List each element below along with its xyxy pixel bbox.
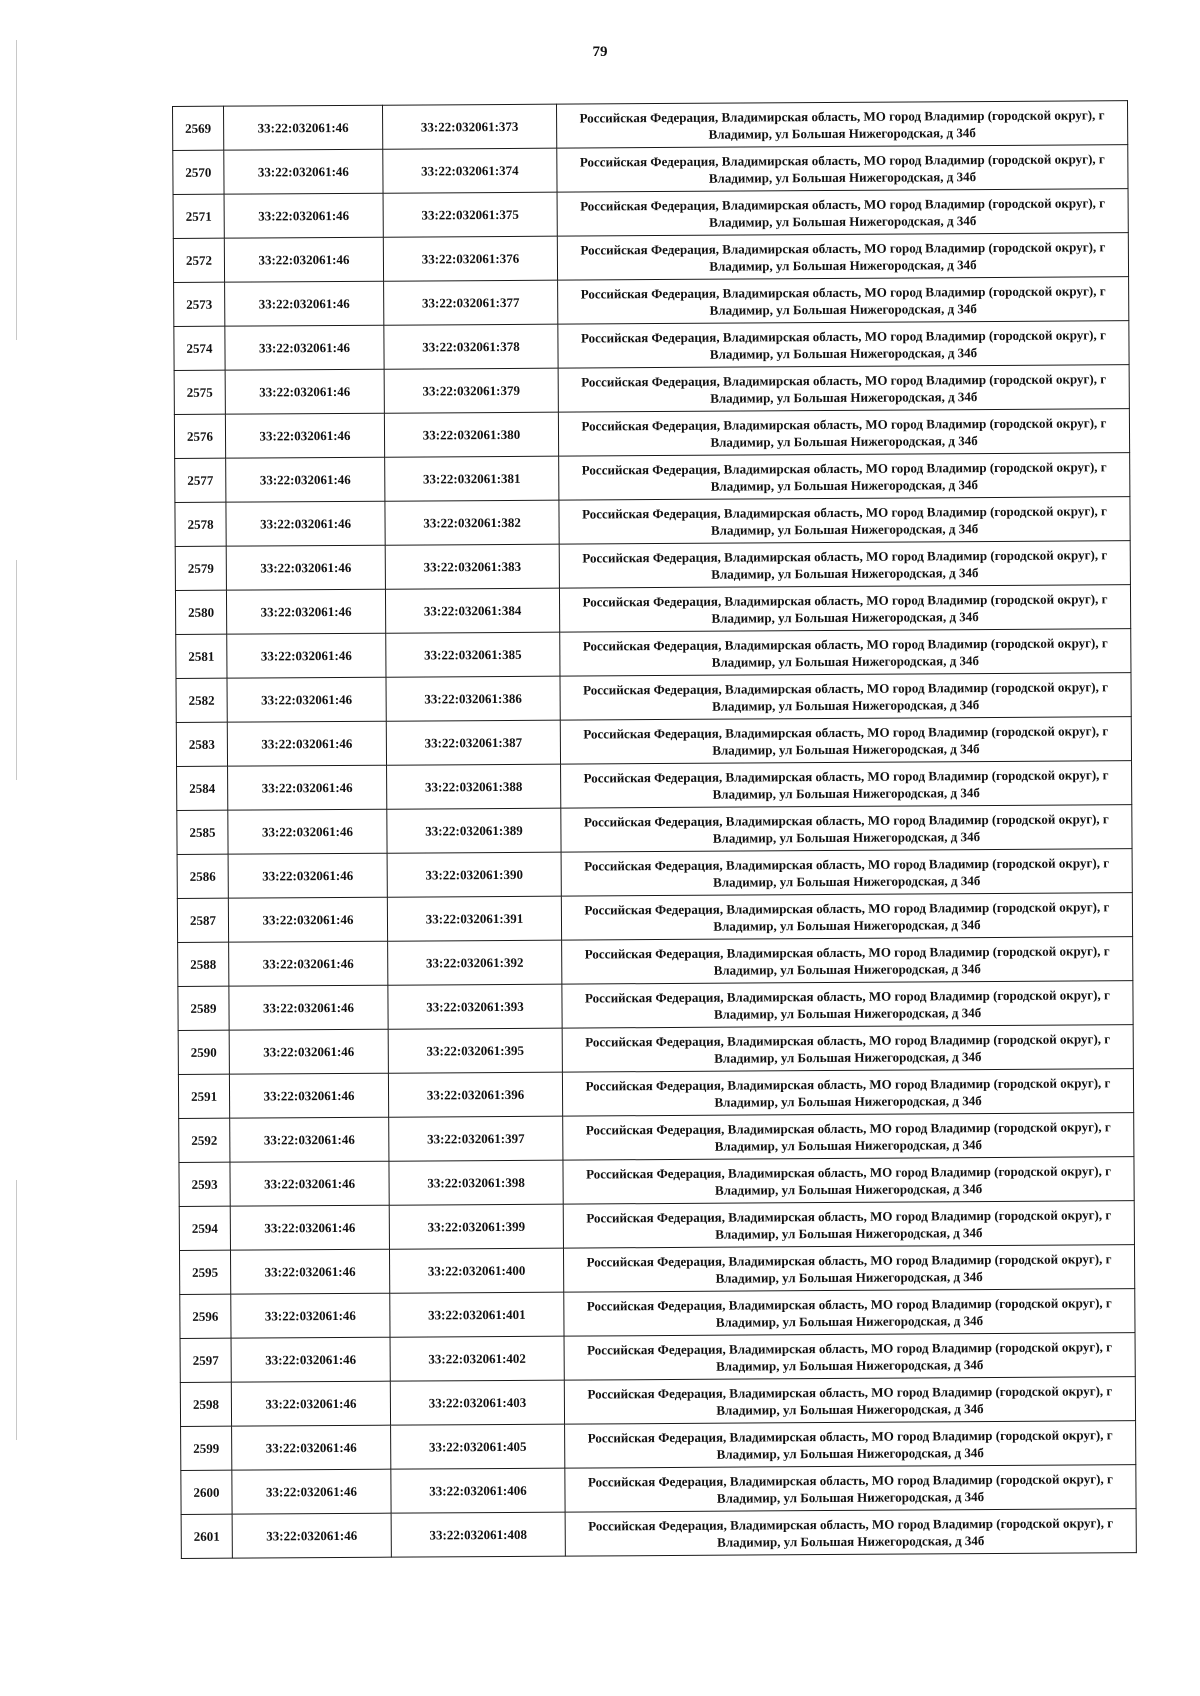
parent-parcel-cell: 33:22:032061:46 xyxy=(227,721,386,766)
table-row xyxy=(177,893,1132,943)
row-number-cell: 2580 xyxy=(175,590,226,634)
parcel-table-body xyxy=(173,101,1137,1559)
cadastral-number-cell: 33:22:032061:381 xyxy=(385,456,559,501)
table-row xyxy=(178,937,1133,987)
address-cell: Российская Федерация, Владимирская область, МО город Владимир (городской округ), г Владимир, ул Большая Нижегородская, д 34б xyxy=(560,717,1131,764)
address-cell: Российская Федерация, Владимирская область, МО город Владимир (городской округ), г Владимир, ул Большая Нижегородская, д 34б xyxy=(557,233,1128,280)
cadastral-number-cell: 33:22:032061:391 xyxy=(387,896,561,941)
address-cell: Российская Федерация, Владимирская область, МО город Владимир (городской округ), г Владимир, ул Большая Нижегородская, д 34б xyxy=(563,1113,1134,1160)
row-number-cell: 2593 xyxy=(179,1162,230,1206)
cadastral-number-cell: 33:22:032061:392 xyxy=(388,940,562,985)
scan-edge-mark xyxy=(16,1180,17,1440)
row-number-cell: 2573 xyxy=(174,282,225,326)
address-cell: Российская Федерация, Владимирская область, МО город Владимир (городской округ), г Владимир, ул Большая Нижегородская, д 34б xyxy=(558,409,1129,456)
row-number-cell: 2599 xyxy=(181,1426,232,1470)
address-cell: Российская Федерация, Владимирская область, МО город Владимир (городской округ), г Владимир, ул Большая Нижегородская, д 34б xyxy=(561,761,1132,808)
address-cell: Российская Федерация, Владимирская область, МО город Владимир (городской округ), г Владимир, ул Большая Нижегородская, д 34б xyxy=(560,673,1131,720)
table-row xyxy=(176,673,1131,723)
table-row xyxy=(175,453,1130,503)
table-row xyxy=(178,981,1133,1031)
cadastral-number-cell: 33:22:032061:388 xyxy=(387,764,561,809)
address-cell: Российская Федерация, Владимирская область, МО город Владимир (городской округ), г Владимир, ул Большая Нижегородская, д 34б xyxy=(561,893,1132,940)
cadastral-number-cell: 33:22:032061:399 xyxy=(389,1204,563,1249)
cadastral-number-cell: 33:22:032061:408 xyxy=(391,1512,565,1557)
address-cell: Российская Федерация, Владимирская область, МО город Владимир (городской округ), г Владимир, ул Большая Нижегородская, д 34б xyxy=(564,1377,1135,1424)
table-row xyxy=(181,1509,1136,1559)
parent-parcel-cell: 33:22:032061:46 xyxy=(228,765,387,810)
table-row xyxy=(179,1201,1134,1251)
address-cell: Российская Федерация, Владимирская область, МО город Владимир (городской округ), г Владимир, ул Большая Нижегородская, д 34б xyxy=(561,849,1132,896)
parent-parcel-cell: 33:22:032061:46 xyxy=(229,1029,388,1074)
cadastral-number-cell: 33:22:032061:387 xyxy=(386,720,560,765)
parent-parcel-cell: 33:22:032061:46 xyxy=(226,457,385,502)
address-cell: Российская Федерация, Владимирская область, МО город Владимир (городской округ), г Владимир, ул Большая Нижегородская, д 34б xyxy=(557,145,1128,192)
table-row xyxy=(179,1157,1134,1207)
address-cell: Российская Федерация, Владимирская область, МО город Владимир (городской округ), г Владимир, ул Большая Нижегородская, д 34б xyxy=(558,365,1129,412)
table-row xyxy=(174,321,1129,371)
cadastral-number-cell: 33:22:032061:377 xyxy=(384,280,558,325)
address-cell: Российская Федерация, Владимирская область, МО город Владимир (городской округ), г Владимир, ул Большая Нижегородская, д 34б xyxy=(557,189,1128,236)
cadastral-number-cell: 33:22:032061:395 xyxy=(388,1028,562,1073)
cadastral-number-cell: 33:22:032061:386 xyxy=(386,676,560,721)
table-row xyxy=(173,145,1128,195)
row-number-cell: 2570 xyxy=(173,150,224,194)
parent-parcel-cell: 33:22:032061:46 xyxy=(232,1469,391,1514)
address-cell: Российская Федерация, Владимирская область, МО город Владимир (городской округ), г Владимир, ул Большая Нижегородская, д 34б xyxy=(561,805,1132,852)
address-cell: Российская Федерация, Владимирская область, МО город Владимир (городской округ), г Владимир, ул Большая Нижегородская, д 34б xyxy=(559,453,1130,500)
row-number-cell: 2579 xyxy=(175,546,226,590)
row-number-cell: 2577 xyxy=(175,458,226,502)
row-number-cell: 2578 xyxy=(175,502,226,546)
table-row xyxy=(177,761,1132,811)
parent-parcel-cell: 33:22:032061:46 xyxy=(227,633,386,678)
cadastral-number-cell: 33:22:032061:382 xyxy=(385,500,559,545)
row-number-cell: 2574 xyxy=(174,326,225,370)
parent-parcel-cell: 33:22:032061:46 xyxy=(230,1117,389,1162)
parent-parcel-cell: 33:22:032061:46 xyxy=(228,897,387,942)
address-cell: Российская Федерация, Владимирская область, МО город Владимир (городской округ), г Владимир, ул Большая Нижегородская, д 34б xyxy=(563,1201,1134,1248)
row-number-cell: 2569 xyxy=(173,106,224,150)
address-cell: Российская Федерация, Владимирская область, МО город Владимир (городской округ), г Владимир, ул Большая Нижегородская, д 34б xyxy=(559,585,1130,632)
parent-parcel-cell: 33:22:032061:46 xyxy=(227,677,386,722)
row-number-cell: 2590 xyxy=(178,1030,229,1074)
table-row xyxy=(173,101,1128,151)
parent-parcel-cell: 33:22:032061:46 xyxy=(229,985,388,1030)
address-cell: Российская Федерация, Владимирская область, МО город Владимир (городской округ), г Владимир, ул Большая Нижегородская, д 34б xyxy=(559,497,1130,544)
parent-parcel-cell: 33:22:032061:46 xyxy=(229,941,388,986)
row-number-cell: 2592 xyxy=(179,1118,230,1162)
parent-parcel-cell: 33:22:032061:46 xyxy=(224,193,383,238)
row-number-cell: 2600 xyxy=(181,1470,232,1514)
parent-parcel-cell: 33:22:032061:46 xyxy=(230,1161,389,1206)
table-row xyxy=(179,1113,1134,1163)
cadastral-number-cell: 33:22:032061:397 xyxy=(389,1116,563,1161)
table-row xyxy=(178,1069,1133,1119)
table-row xyxy=(173,189,1128,239)
address-cell: Российская Федерация, Владимирская область, МО город Владимир (городской округ), г Владимир, ул Большая Нижегородская, д 34б xyxy=(563,1157,1134,1204)
cadastral-number-cell: 33:22:032061:402 xyxy=(390,1336,564,1381)
row-number-cell: 2575 xyxy=(174,370,225,414)
row-number-cell: 2586 xyxy=(177,854,228,898)
parent-parcel-cell: 33:22:032061:46 xyxy=(229,1073,388,1118)
parent-parcel-cell: 33:22:032061:46 xyxy=(231,1293,390,1338)
table-row xyxy=(173,233,1128,283)
table-row xyxy=(181,1465,1136,1515)
row-number-cell: 2595 xyxy=(179,1250,230,1294)
parent-parcel-cell: 33:22:032061:46 xyxy=(224,237,383,282)
cadastral-number-cell: 33:22:032061:374 xyxy=(383,148,557,193)
row-number-cell: 2576 xyxy=(174,414,225,458)
parent-parcel-cell: 33:22:032061:46 xyxy=(225,413,384,458)
parent-parcel-cell: 33:22:032061:46 xyxy=(228,809,387,854)
row-number-cell: 2588 xyxy=(178,942,229,986)
cadastral-number-cell: 33:22:032061:406 xyxy=(391,1468,565,1513)
table-row xyxy=(176,717,1131,767)
address-cell: Российская Федерация, Владимирская область, МО город Владимир (городской округ), г Владимир, ул Большая Нижегородская, д 34б xyxy=(563,1245,1134,1292)
row-number-cell: 2584 xyxy=(177,766,228,810)
cadastral-number-cell: 33:22:032061:373 xyxy=(382,104,556,149)
table-row xyxy=(179,1245,1134,1295)
address-cell: Российская Федерация, Владимирская область, МО город Владимир (городской округ), г Владимир, ул Большая Нижегородская, д 34б xyxy=(564,1289,1135,1336)
parent-parcel-cell: 33:22:032061:46 xyxy=(224,105,383,150)
parent-parcel-cell: 33:22:032061:46 xyxy=(230,1249,389,1294)
cadastral-number-cell: 33:22:032061:389 xyxy=(387,808,561,853)
cadastral-number-cell: 33:22:032061:379 xyxy=(384,368,558,413)
row-number-cell: 2582 xyxy=(176,678,227,722)
scan-edge-mark xyxy=(16,40,17,340)
cadastral-number-cell: 33:22:032061:398 xyxy=(389,1160,563,1205)
parent-parcel-cell: 33:22:032061:46 xyxy=(232,1513,391,1558)
parent-parcel-cell: 33:22:032061:46 xyxy=(224,149,383,194)
row-number-cell: 2589 xyxy=(178,986,229,1030)
row-number-cell: 2598 xyxy=(180,1382,231,1426)
row-number-cell: 2585 xyxy=(177,810,228,854)
row-number-cell: 2597 xyxy=(180,1338,231,1382)
address-cell: Российская Федерация, Владимирская область, МО город Владимир (городской округ), г Владимир, ул Большая Нижегородская, д 34б xyxy=(558,321,1129,368)
address-cell: Российская Федерация, Владимирская область, МО город Владимир (городской округ), г Владимир, ул Большая Нижегородская, д 34б xyxy=(562,1069,1133,1116)
row-number-cell: 2596 xyxy=(180,1294,231,1338)
parent-parcel-cell: 33:22:032061:46 xyxy=(230,1205,389,1250)
table-row xyxy=(180,1377,1135,1427)
parent-parcel-cell: 33:22:032061:46 xyxy=(226,589,385,634)
row-number-cell: 2572 xyxy=(173,238,224,282)
cadastral-number-cell: 33:22:032061:390 xyxy=(387,852,561,897)
cadastral-number-cell: 33:22:032061:376 xyxy=(383,236,557,281)
row-number-cell: 2594 xyxy=(179,1206,230,1250)
table-row xyxy=(180,1333,1135,1383)
table-row xyxy=(181,1421,1136,1471)
parent-parcel-cell: 33:22:032061:46 xyxy=(226,545,385,590)
table-row xyxy=(180,1289,1135,1339)
row-number-cell: 2583 xyxy=(176,722,227,766)
cadastral-number-cell: 33:22:032061:400 xyxy=(389,1248,563,1293)
address-cell: Российская Федерация, Владимирская область, МО город Владимир (городской округ), г Владимир, ул Большая Нижегородская, д 34б xyxy=(562,981,1133,1028)
table-row xyxy=(177,805,1132,855)
table-row xyxy=(175,497,1130,547)
table-row xyxy=(174,409,1129,459)
cadastral-number-cell: 33:22:032061:383 xyxy=(385,544,559,589)
table-row xyxy=(175,541,1130,591)
table-row xyxy=(176,629,1131,679)
address-cell: Российская Федерация, Владимирская область, МО город Владимир (городской округ), г Владимир, ул Большая Нижегородская, д 34б xyxy=(556,101,1127,148)
address-cell: Российская Федерация, Владимирская область, МО город Владимир (городской округ), г Владимир, ул Большая Нижегородская, д 34б xyxy=(562,937,1133,984)
cadastral-number-cell: 33:22:032061:380 xyxy=(384,412,558,457)
table-row xyxy=(175,585,1130,635)
table-row xyxy=(174,365,1129,415)
parent-parcel-cell: 33:22:032061:46 xyxy=(225,369,384,414)
parent-parcel-cell: 33:22:032061:46 xyxy=(231,1337,390,1382)
address-cell: Российская Федерация, Владимирская область, МО город Владимир (городской округ), г Владимир, ул Большая Нижегородская, д 34б xyxy=(564,1333,1135,1380)
cadastral-number-cell: 33:22:032061:393 xyxy=(388,984,562,1029)
row-number-cell: 2591 xyxy=(178,1074,229,1118)
table-row xyxy=(178,1025,1133,1075)
cadastral-number-cell: 33:22:032061:378 xyxy=(384,324,558,369)
page-number: 79 xyxy=(592,44,608,60)
cadastral-number-cell: 33:22:032061:396 xyxy=(388,1072,562,1117)
address-cell: Российская Федерация, Владимирская область, МО город Владимир (городской округ), г Владимир, ул Большая Нижегородская, д 34б xyxy=(558,277,1129,324)
address-cell: Российская Федерация, Владимирская область, МО город Владимир (городской округ), г Владимир, ул Большая Нижегородская, д 34б xyxy=(559,541,1130,588)
table-row xyxy=(174,277,1129,327)
row-number-cell: 2587 xyxy=(177,898,228,942)
address-cell: Российская Федерация, Владимирская область, МО город Владимир (городской округ), г Владимир, ул Большая Нижегородская, д 34б xyxy=(560,629,1131,676)
address-cell: Российская Федерация, Владимирская область, МО город Владимир (городской округ), г Владимир, ул Большая Нижегородская, д 34б xyxy=(565,1465,1136,1512)
table-row xyxy=(177,849,1132,899)
cadastral-number-cell: 33:22:032061:385 xyxy=(386,632,560,677)
row-number-cell: 2601 xyxy=(181,1514,232,1558)
row-number-cell: 2581 xyxy=(176,634,227,678)
cadastral-number-cell: 33:22:032061:375 xyxy=(383,192,557,237)
parent-parcel-cell: 33:22:032061:46 xyxy=(226,501,385,546)
address-cell: Российская Федерация, Владимирская область, МО город Владимир (городской округ), г Владимир, ул Большая Нижегородская, д 34б xyxy=(565,1509,1136,1556)
row-number-cell: 2571 xyxy=(173,194,224,238)
parent-parcel-cell: 33:22:032061:46 xyxy=(232,1425,391,1470)
cadastral-number-cell: 33:22:032061:384 xyxy=(385,588,559,633)
parent-parcel-cell: 33:22:032061:46 xyxy=(225,325,384,370)
cadastral-number-cell: 33:22:032061:401 xyxy=(390,1292,564,1337)
cadastral-number-cell: 33:22:032061:405 xyxy=(391,1424,565,1469)
cadastral-number-cell: 33:22:032061:403 xyxy=(390,1380,564,1425)
address-cell: Российская Федерация, Владимирская область, МО город Владимир (городской округ), г Владимир, ул Большая Нижегородская, д 34б xyxy=(565,1421,1136,1468)
parent-parcel-cell: 33:22:032061:46 xyxy=(228,853,387,898)
parent-parcel-cell: 33:22:032061:46 xyxy=(231,1381,390,1426)
parcel-table xyxy=(172,100,1137,1559)
scan-edge-mark xyxy=(16,560,17,780)
parent-parcel-cell: 33:22:032061:46 xyxy=(225,281,384,326)
address-cell: Российская Федерация, Владимирская область, МО город Владимир (городской округ), г Владимир, ул Большая Нижегородская, д 34б xyxy=(562,1025,1133,1072)
